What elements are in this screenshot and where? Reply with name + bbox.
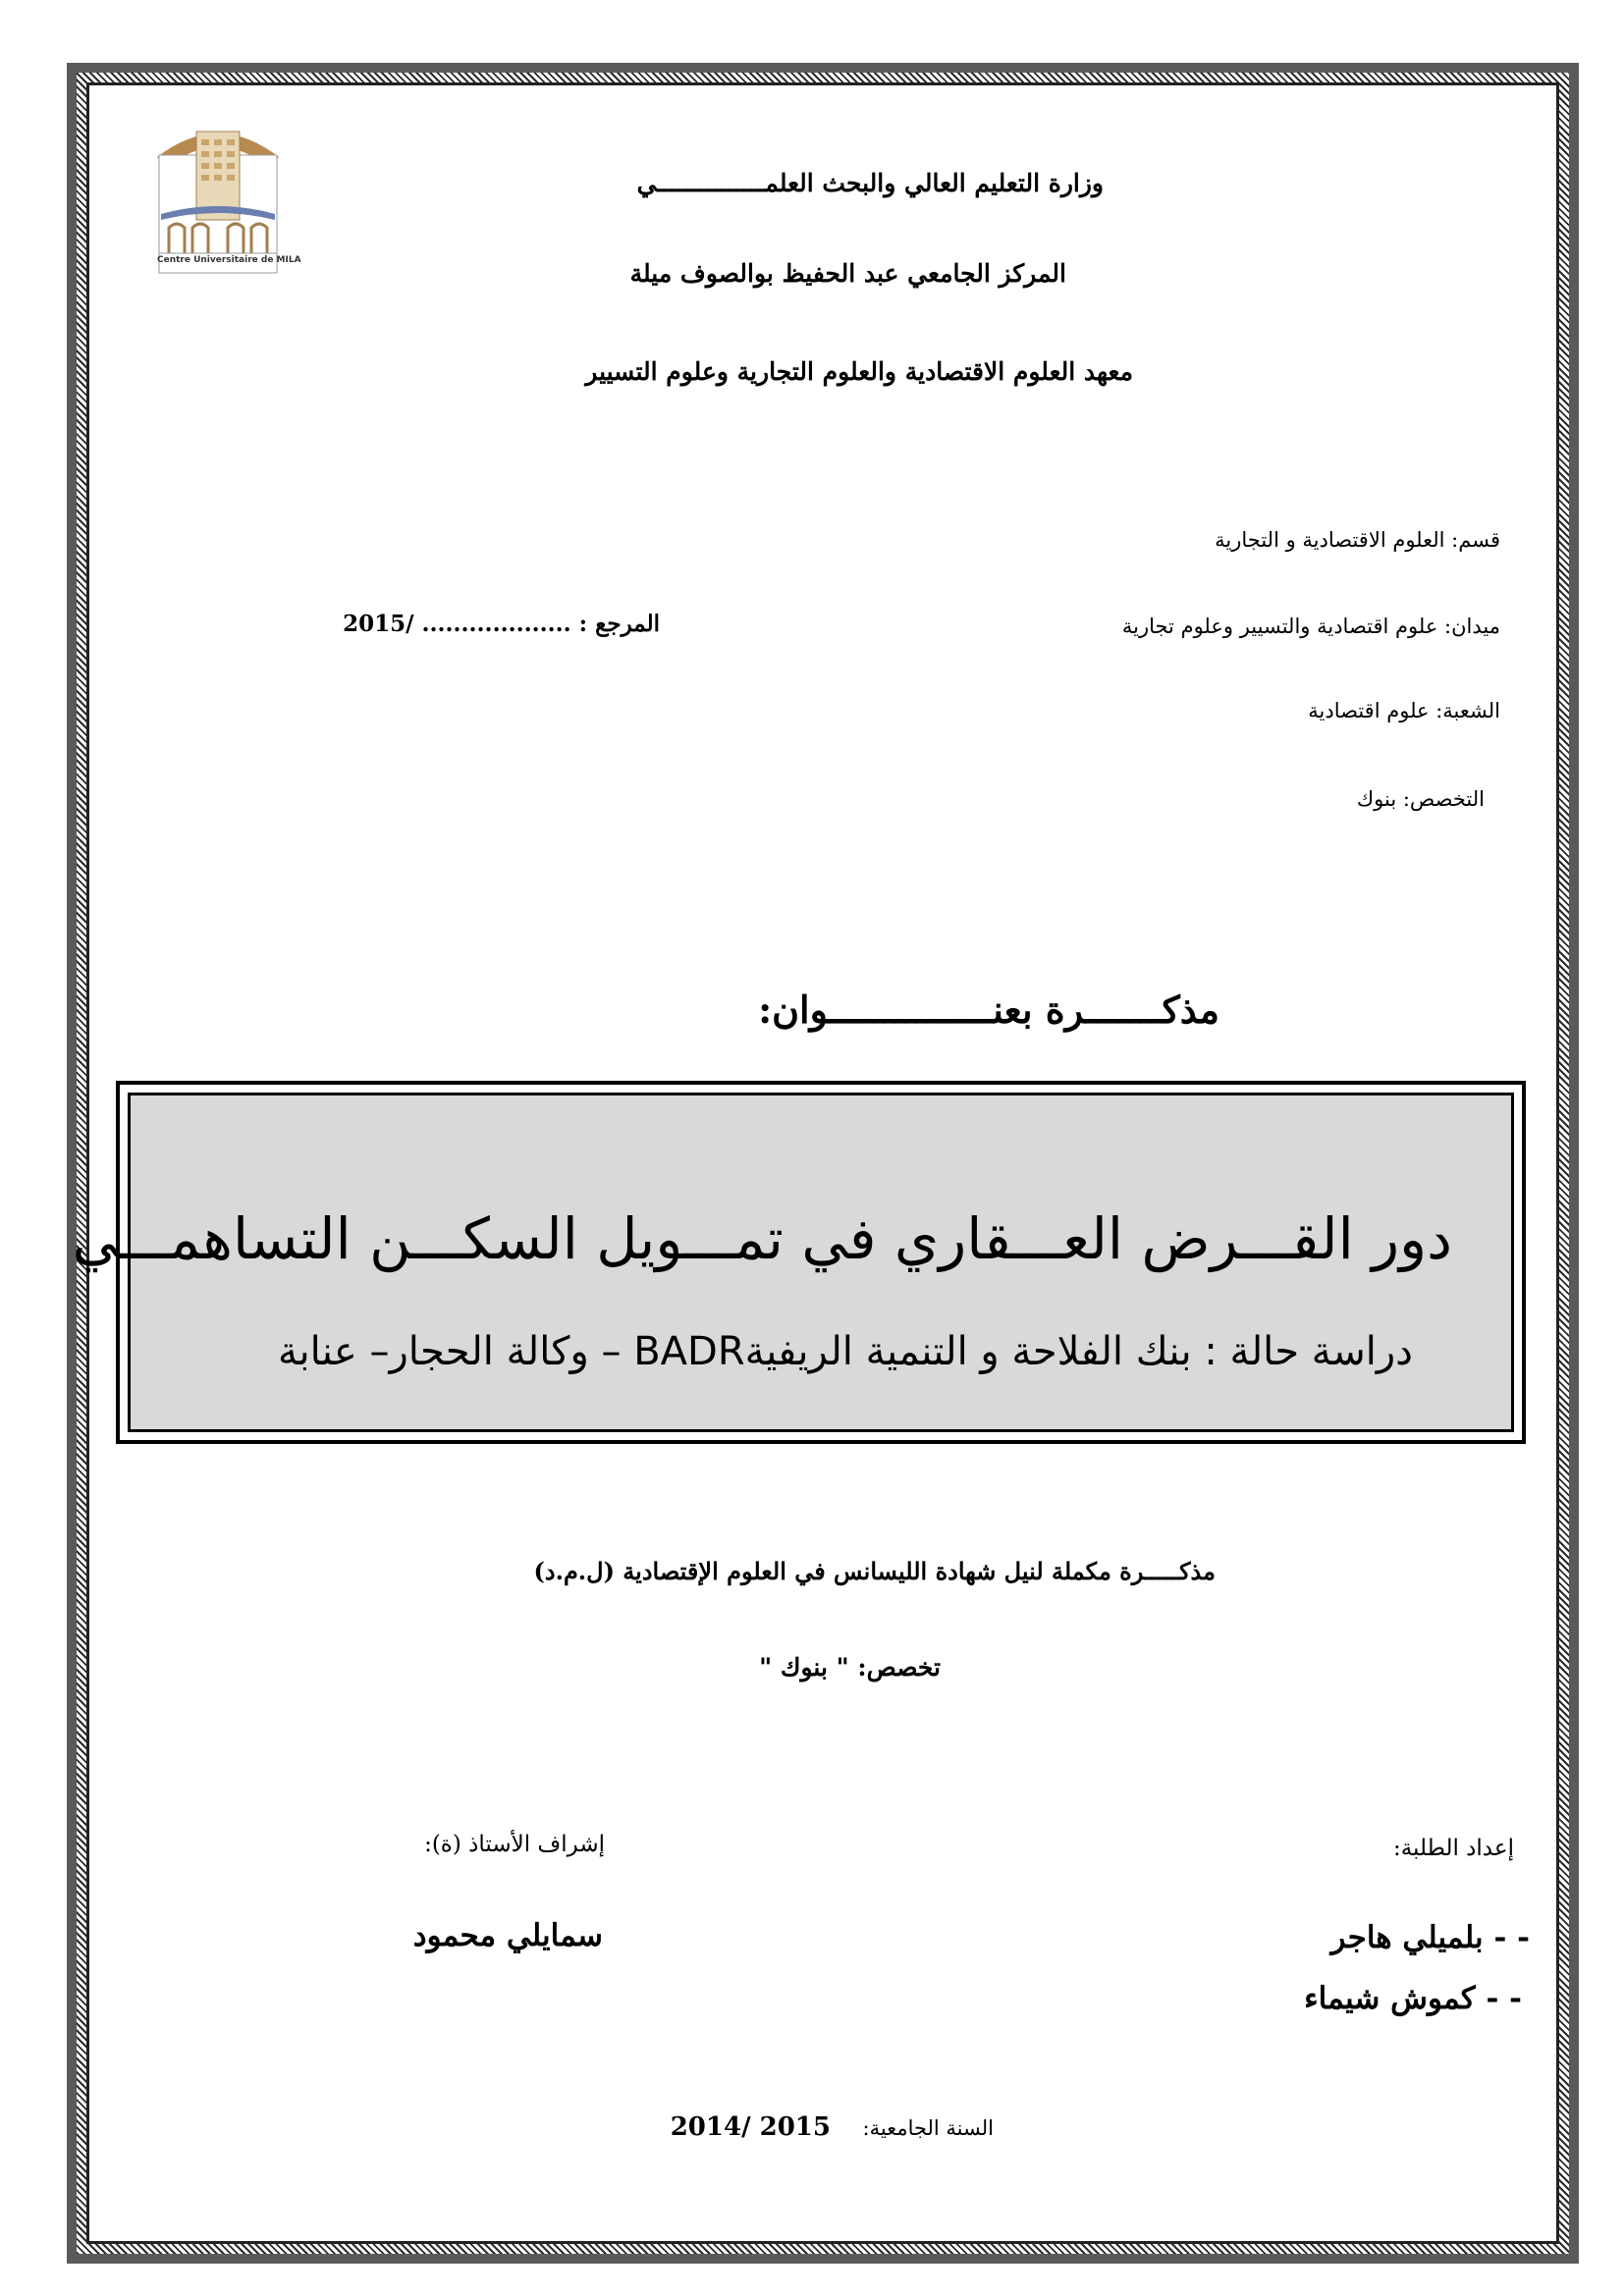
title-box-inner [72,1093,1514,1432]
supervisor-label: إشراف الأستاذ (ة): [424,1832,605,1857]
specialization-line: تخصص: " بنوك " [759,1653,941,1682]
university-logo [139,118,301,275]
field-line: ميدان: علوم اقتصادية والتسيير وعلوم تجارية [1121,614,1500,638]
academic-year-value: 2014/ 2015 [670,2112,831,2142]
memo-heading: مذكـــــــرة بعنـــــــــــــــوان: [758,988,1219,1032]
case-study-subtitle: دراسة حالة : بنك الفلاحة و التنمية الريفيةBADR – وكالة الحجار– عنابة [278,1329,1413,1374]
student-name: - - كموش شيماء [1304,1981,1522,2016]
academic-year-label: السنة الجامعية: [862,2116,994,2140]
prepared-by-label: إعداد الطلبة: [1392,1836,1514,1861]
student-name: - - بلميلي هاجر [1330,1920,1530,1955]
degree-statement: مذكـــــرة مكملة لنيل شهادة الليسانس في العلوم الإقتصادية (ل.م.د) [533,1557,1216,1585]
department-line: قسم: العلوم الاقتصادية و التجارية [1215,528,1500,552]
thesis-title: دور القـــرض العـــقاري في تمـــويل السكـــن التساهمـــي [72,1205,1452,1272]
title-box [72,1081,1526,1444]
center-name: المركز الجامعي عبد الحفيظ بوالصوف ميلة [629,259,1066,288]
supervisor-name: سمايلي محمود [412,1918,603,1953]
ministry-line: وزارة التعليم العالي والبحث العلمـــــــــــــــي [636,169,1104,197]
specialty-line: التخصص: بنوك [1356,787,1485,811]
branch-line: الشعبة: علوم اقتصادية [1308,699,1500,722]
logo-caption: Centre Universitaire de MILA [157,255,301,265]
institute-name: معهد العلوم الاقتصادية والعلوم التجارية وعلوم التسيير [585,357,1133,386]
reference-line: المرجع : ................... /2015 [343,611,660,637]
